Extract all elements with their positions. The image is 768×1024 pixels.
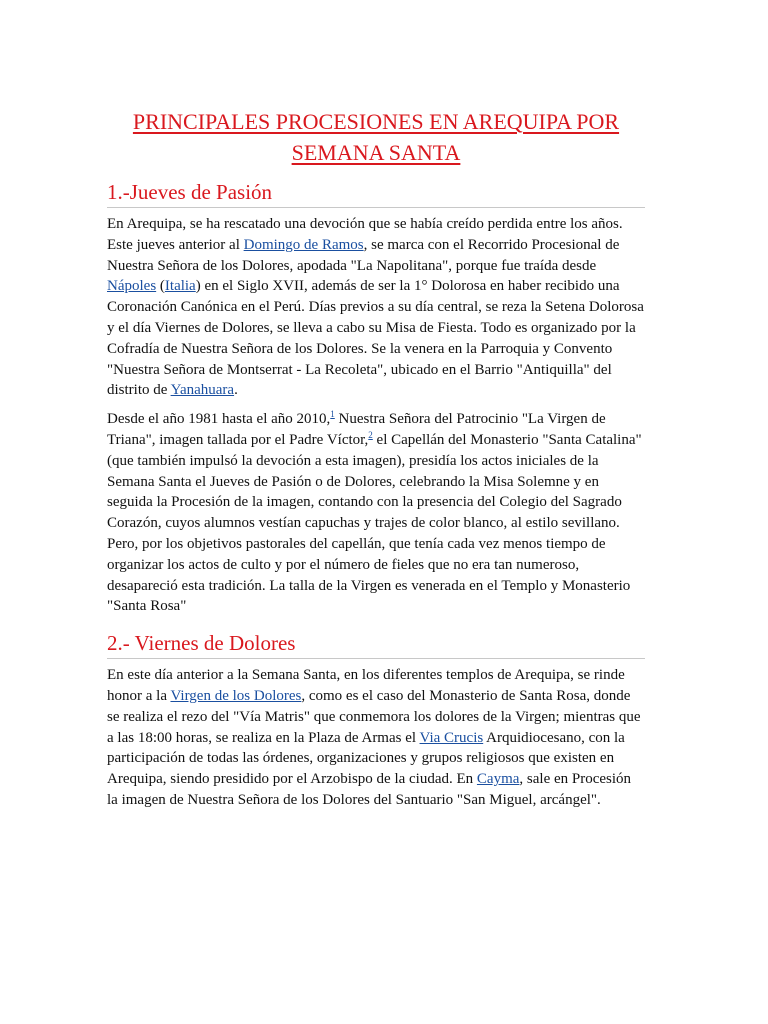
link-virgen-de-los-dolores[interactable]: Virgen de los Dolores xyxy=(170,687,302,704)
paragraph-text: ( xyxy=(156,278,165,295)
link-domingo-de-ramos[interactable]: Domingo de Ramos xyxy=(243,236,364,253)
paragraph-text: Desde el año 1981 hasta el año 2010, xyxy=(107,411,331,428)
section-heading-jueves-de-pasion: 1.-Jueves de Pasión xyxy=(107,178,645,208)
link-yanahuara[interactable]: Yanahuara xyxy=(170,382,235,399)
paragraph-text: , como es el caso del Monasterio de Santa Rosa, donde se realiza el rezo del "Vía Matris" que conmemora los dolores de la Virgen; mientras que a las 18:00 horas, se realiza en la Plaza de Armas el xyxy=(107,687,641,746)
paragraph-text: Arquidiocesano, con la participación de todas las órdenes, organizaciones y grupos religiosos que existen en Arequipa, siendo presidido por el Arzobispo de la ciudad. En xyxy=(107,729,625,788)
footnote-link-2[interactable]: 2 xyxy=(368,429,373,440)
paragraph-text: En este día anterior a la Semana Santa, en los diferentes templos de Arequipa, se rinde honor a la xyxy=(107,667,625,704)
link-via-crucis[interactable]: Via Crucis xyxy=(419,729,484,746)
paragraph-text: ) en el Siglo XVII, además de ser la 1° Dolorosa en haber recibido una Coronación Canónica en el Perú. Días previos a su día central, se reza la Setena Dolorosa y el día Viernes de Dolores, se lleva a cabo su Misa de Fiesta. Todo es organizado por la Cofradía de Nuestra Señora de los Dolores. Se la venera en la Parroquia y Convento "Nuestra Señora de Montserrat - La Recoleta", ubicado en el Barrio "Antiquilla" del distrito de xyxy=(107,278,644,399)
page-title-line-2: SEMANA SANTA xyxy=(291,140,461,165)
paragraph-text: , sale en Procesión la imagen de Nuestra Señora de los Dolores del Santuario "San Miguel, arcángel". xyxy=(107,771,632,808)
paragraph-text: . xyxy=(234,382,238,399)
link-italia[interactable]: Italia xyxy=(164,278,196,295)
page-title-line-1: PRINCIPALES PROCESIONES EN AREQUIPA POR xyxy=(132,109,620,134)
paragraph-text: En Arequipa, se ha rescatado una devoción que se había creído perdida entre los años. Este jueves anterior al xyxy=(107,216,623,253)
paragraph-jueves-2 xyxy=(107,409,645,617)
paragraph-text: , se marca con el Recorrido Procesional de Nuestra Señora de los Dolores, apodada "La Napolitana", porque fue traída desde xyxy=(107,236,620,274)
paragraph-text: Nuestra Señora del Patrocinio "La Virgen de Triana", imagen tallada por el Padre Víctor, xyxy=(107,411,606,448)
paragraph-viernes-1 xyxy=(107,665,645,811)
paragraph-jueves-1 xyxy=(107,214,645,401)
footnote-link-1[interactable]: 1 xyxy=(330,409,335,420)
paragraph-text: el Capellán del Monasterio "Santa Catalina" (que también impulsó la devoción a esta imagen), presidía los actos iniciales de la Semana Santa el Jueves de Pasión o de Dolores, celebrando la Misa Solemne y en seguida la Procesión de la imagen, contando con la presencia del Colegio del Sagrado Corazón, cuyos alumnos vestían capuchas y trajes de color blanco, al estilo sevillano. Pero, por los objetivos pastorales del capellán, que tenía cada vez menos tiempo de organizar los actos de culto y por el número de fieles que no era tan numeroso, desapareció esta tradición. La talla de la Virgen es venerada en el Templo y Monasterio "Santa Rosa" xyxy=(107,431,642,615)
link-cayma[interactable]: Cayma xyxy=(476,771,520,788)
page-title xyxy=(107,106,645,168)
section-heading-viernes-de-dolores: 2.- Viernes de Dolores xyxy=(107,629,645,659)
link-napoles[interactable]: Nápoles xyxy=(107,278,157,295)
